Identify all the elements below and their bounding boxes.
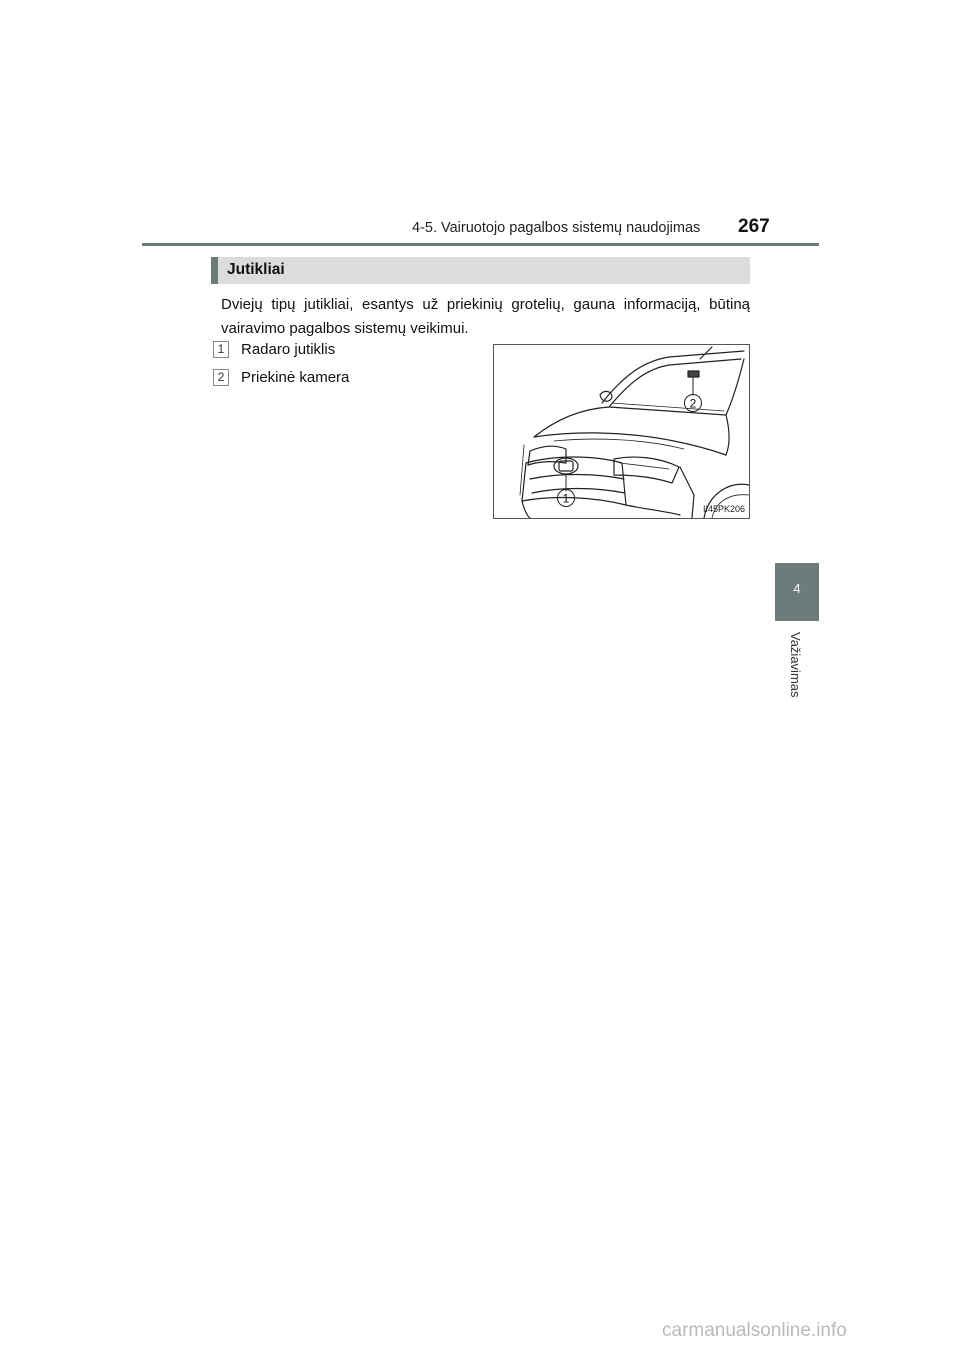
item-number-badge: 2: [213, 369, 229, 386]
chapter-number: 4: [793, 581, 801, 596]
truck-front-drawing: [494, 345, 749, 518]
header-section-title: 4-5. Vairuotojo pagalbos sistemų naudojimas: [412, 220, 701, 236]
header-rule: [142, 243, 819, 246]
section-heading-bar: [211, 257, 750, 284]
list-item: [213, 368, 349, 388]
item-label: Radaro jutiklis: [241, 341, 336, 358]
intro-paragraph: Dviejų tipų jutikliai, esantys už priekinių grotelių, gauna informaciją, būtiną vairavimo pagalbos sistemų veikimui.: [221, 296, 750, 337]
item-number-badge: 1: [213, 341, 229, 358]
chapter-tab: [775, 563, 819, 621]
watermark: carmanualsonline.info: [662, 1320, 847, 1341]
page-number: 267: [738, 216, 770, 237]
section-title: Jutikliai: [227, 261, 285, 278]
vehicle-illustration: [493, 344, 750, 519]
chapter-label: Važiavimas: [788, 632, 803, 698]
callout-label: 1: [562, 491, 570, 506]
list-item: [213, 340, 335, 360]
figure-code: II45PK206: [702, 504, 745, 514]
item-label: Priekinė kamera: [241, 369, 350, 386]
section-heading-accent: [211, 257, 218, 284]
callout-label: 2: [689, 396, 697, 411]
